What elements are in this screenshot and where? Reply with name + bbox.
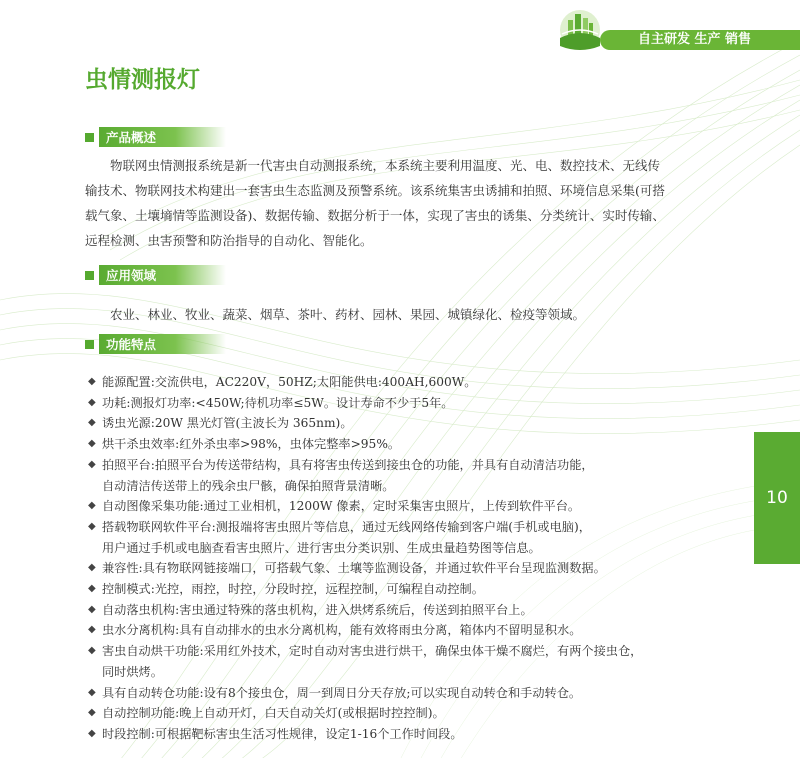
feature-text: 自动落虫机构:害虫通过特殊的落虫机构，进入烘烤系统后，传送到拍照平台上。 (102, 602, 533, 617)
feature-text: 虫水分离机构:具有自动排水的虫水分离机构，能有效将雨虫分离，箱体内不留明显积水。 (102, 623, 582, 638)
feature-list (88, 372, 728, 745)
feature-text: 拍照平台:拍照平台为传送带结构，具有将害虫传送到接虫仓的功能，并具有自动清洁功能， (102, 457, 594, 472)
feature-item (88, 558, 728, 579)
overview-line: 载气象、土壤墒情等监测设备)、数据传输、数据分析于一体，实现了害虫的诱集、分类统计、实时传输、 (85, 208, 665, 223)
feature-text-continued: 用户通过手机或电脑查看害虫照片、进行害虫分类识别、生成虫量趋势图等信息。 (102, 540, 541, 555)
feature-text: 时段控制:可根据靶标害虫生活习性规律，设定1-16个工作时间段。 (102, 726, 463, 741)
section-heading-overview (85, 127, 226, 147)
feature-item (88, 372, 728, 393)
feature-text: 兼容性:具有物联网链接端口，可搭载气象、土壤等监测设备，并通过软件平台呈现监测数据。 (102, 561, 606, 576)
feature-text: 功耗:测报灯功率:<450W;待机功率≤5W。设计寿命不少于5年。 (102, 395, 454, 410)
feature-text-continued: 同时烘烤。 (102, 664, 163, 679)
feature-text: 自动图像采集功能:通过工业相机，1200W 像素，定时采集害虫照片，上传到软件平台。 (102, 499, 581, 514)
feature-item (88, 517, 728, 558)
heading-bar (99, 127, 226, 147)
overview-line: 远程检测、虫害预警和防治指导的自动化、智能化。 (85, 233, 373, 248)
feature-item (88, 620, 728, 641)
feature-item (88, 434, 728, 455)
feature-text-continued: 自动清洁传送带上的残余虫尸骸，确保拍照背景清晰。 (102, 478, 395, 493)
page-number: 10 (766, 488, 788, 508)
heading-square-icon (85, 133, 94, 142)
slogan-text: 自主研发 生产 销售 (638, 32, 752, 47)
section-heading-features (85, 334, 226, 354)
feature-item (88, 579, 728, 600)
feature-item (88, 496, 728, 517)
feature-item (88, 703, 728, 724)
feature-text: 自动控制功能:晚上自动开灯，白天自动关灯(或根据时控控制)。 (102, 706, 445, 721)
application-paragraph (85, 302, 715, 327)
application-text: 农业、林业、牧业、蔬菜、烟草、茶叶、药材、园林、果园、城镇绿化、检疫等领域。 (110, 307, 586, 322)
heading-square-icon (85, 340, 94, 349)
feature-text: 控制模式:光控，雨控，时控，分段时控，远程控制，可编程自动控制。 (102, 582, 484, 597)
slogan-bar (600, 30, 800, 50)
overview-paragraph (85, 153, 715, 253)
feature-text: 诱虫光源:20W 黑光灯管(主波长为 365nm)。 (102, 416, 353, 431)
feature-text: 能源配置:交流供电，AC220V，50HZ;太阳能供电:400AH,600W。 (102, 375, 477, 389)
heading-bar (99, 334, 226, 354)
feature-text: 害虫自动烘干功能:采用红外技术，定时自动对害虫进行烘干，确保虫体干燥不腐烂，有两个接虫仓， (102, 644, 643, 659)
feature-text: 具有自动转仓功能:设有8个接虫仓，周一到周日分天存放;可以实现自动转仓和手动转仓。 (102, 685, 582, 700)
green-city-globe-icon (556, 4, 604, 52)
heading-square-icon (85, 271, 94, 280)
heading-label: 产品概述 (106, 130, 157, 145)
feature-item (88, 641, 728, 682)
heading-bar (99, 265, 226, 285)
feature-text: 搭载物联网软件平台:测报端将害虫照片等信息，通过无线网络传输到客户端(手机或电脑)， (102, 519, 591, 534)
feature-item (88, 600, 728, 621)
feature-item (88, 413, 728, 434)
feature-item (88, 393, 728, 414)
feature-item (88, 683, 728, 704)
feature-item (88, 455, 728, 496)
section-heading-application (85, 265, 226, 285)
brand-header (530, 0, 800, 60)
feature-text: 烘干杀虫效率:红外杀虫率>98%，虫体完整率>95%。 (102, 437, 401, 452)
heading-label: 功能特点 (106, 337, 157, 352)
page-title: 虫情测报灯 (85, 67, 200, 93)
page-number-tab (754, 432, 800, 564)
feature-item (88, 724, 728, 745)
heading-label: 应用领域 (106, 268, 157, 283)
overview-line: 物联网虫情测报系统是新一代害虫自动测报系统，本系统主要利用温度、光、电、数控技术、无线传 (110, 158, 661, 173)
overview-line: 输技术、物联网技术构建出一套害虫生态监测及预警系统。该系统集害虫诱捕和拍照、环境信息采集(可搭 (85, 183, 665, 198)
